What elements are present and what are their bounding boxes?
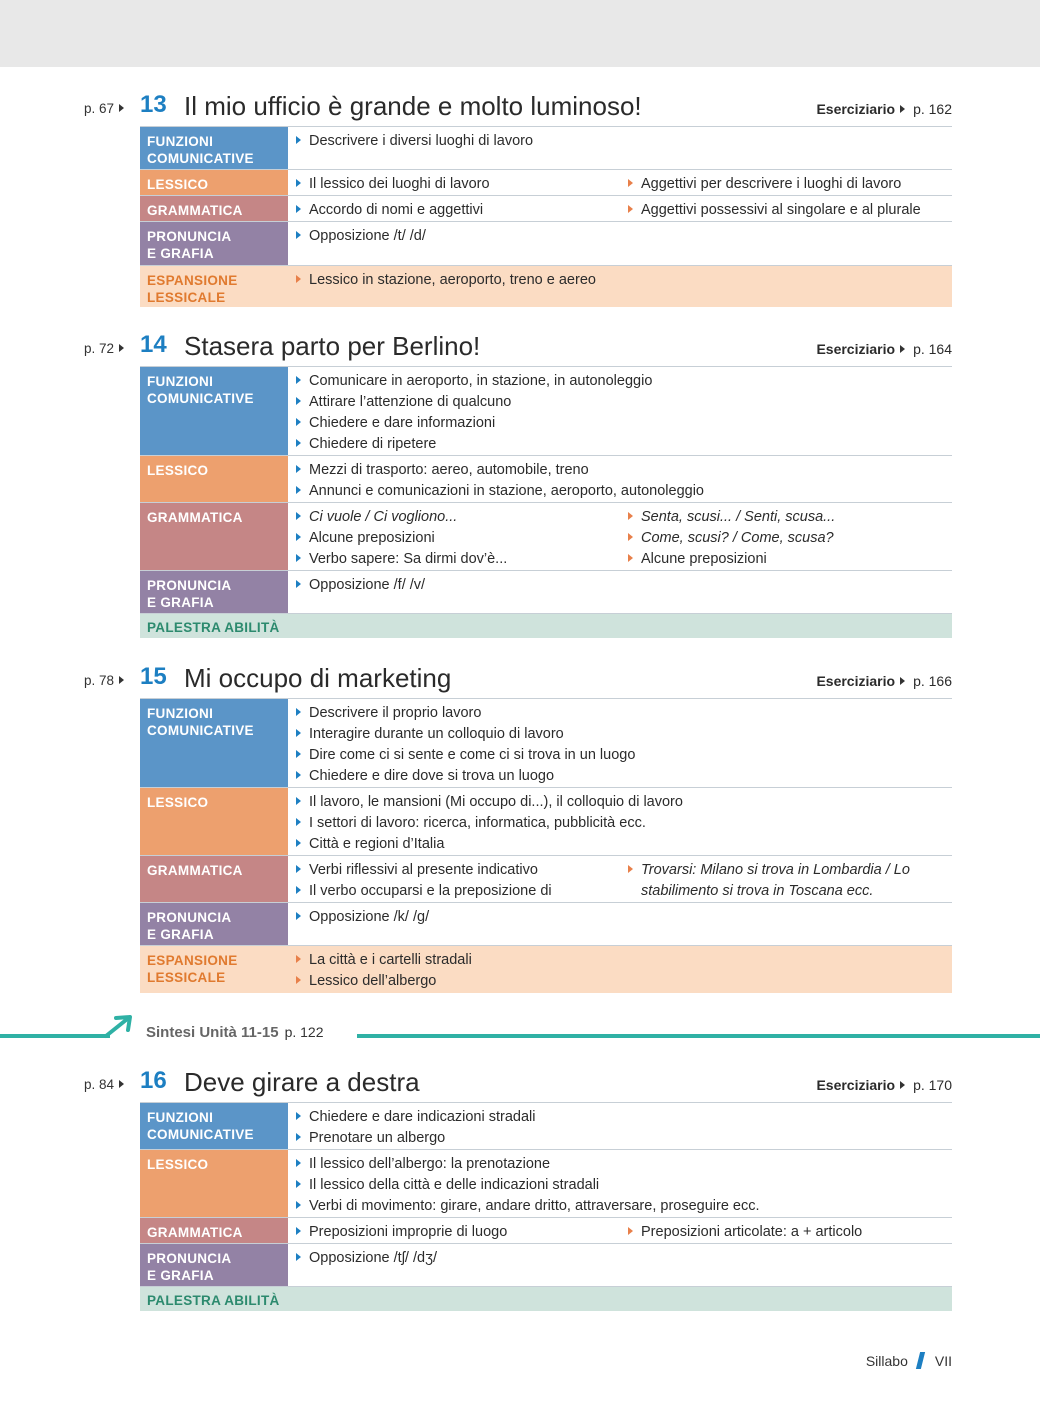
row-label: PRONUNCIA E GRAFIA [140,1244,288,1286]
unit-number: 14 [140,331,167,358]
syllabus-table [140,366,952,638]
arrow-up-right-icon [104,1014,136,1040]
list-item: Aggettivi per descrivere i luoghi di lavoro [628,174,901,195]
list-item: Interagire durante un colloquio di lavoro [296,724,635,745]
bullet-arrow-icon [296,818,301,826]
row-grammatica [140,1217,952,1243]
unit-16 [0,1064,1040,1308]
row-grammatica [140,855,952,902]
page-ref: p. 78 [84,673,124,688]
page-number: VII [934,1353,952,1369]
row-pronuncia [140,221,952,265]
arrow-right-icon [900,677,905,685]
footer-label: Sillabo [865,1353,908,1369]
list-item: Opposizione /k/ /g/ [296,907,429,928]
bullet-arrow-icon [628,512,633,520]
row-label: PALESTRA ABILITÀ [147,620,280,635]
row-label: PRONUNCIA E GRAFIA [140,571,288,613]
bullet-arrow-icon [296,865,301,873]
row-label: GRAMMATICA [140,1218,288,1243]
row-label: GRAMMATICA [140,503,288,570]
list-item: Verbi riflessivi al presente indicativo [296,860,552,881]
list-item: Dire come ci si sente e come ci si trova in un luogo [296,745,635,766]
row-lessico [140,787,952,855]
list-item: Il lavoro, le mansioni (Mi occupo di...), il colloquio di lavoro [296,792,683,813]
row-label: ESPANSIONE LESSICALE [147,273,238,305]
bullet-arrow-icon [296,1253,301,1261]
eserciziario-ref: Eserciziario p. 166 [816,673,952,689]
row-pronuncia [140,570,952,613]
bullet-arrow-icon [296,376,301,384]
row-pronuncia [140,902,952,945]
row-funzioni [140,126,952,169]
bullet-arrow-icon [296,179,301,187]
page-ref: p. 67 [84,101,124,116]
bullet-arrow-icon [296,1133,301,1141]
row-label: LESSICO [140,1150,288,1217]
row-label: PRONUNCIA E GRAFIA [140,222,288,265]
unit-title: Deve girare a destra [184,1067,420,1097]
sintesi-bar [0,1008,1040,1048]
list-item: La città e i cartelli stradali [296,950,472,971]
list-item: Preposizioni improprie di luogo [296,1222,507,1243]
bullet-arrow-icon [296,418,301,426]
list-item: Accordo di nomi e aggettivi [296,200,483,221]
bullet-arrow-icon [296,797,301,805]
bullet-arrow-icon [296,439,301,447]
row-label: PRONUNCIA E GRAFIA [140,903,288,945]
row-grammatica [140,195,952,221]
bullet-arrow-icon [296,1180,301,1188]
unit-title: Il mio ufficio è grande e molto luminoso! [184,91,642,121]
bullet-arrow-icon [296,231,301,239]
bullet-arrow-icon [296,397,301,405]
bullet-arrow-icon [296,1201,301,1209]
divider-line [357,1034,1040,1038]
list-item: Lessico dell’albergo [296,971,472,992]
list-item: stabilimento si trova in Toscana ecc. [641,883,874,899]
bullet-arrow-icon [628,554,633,562]
arrow-right-icon [119,1080,124,1088]
arrow-right-icon [900,345,905,353]
bullet-arrow-icon [296,708,301,716]
syllabus-table [140,126,952,307]
row-grammatica [140,502,952,570]
list-item: Verbi di movimento: girare, andare dritto, attraversare, proseguire ecc. [296,1196,760,1217]
bullet-arrow-icon [296,886,301,894]
bullet-arrow-icon [296,136,301,144]
row-label: LESSICO [140,456,288,502]
list-item: Chiedere e dire dove si trova un luogo [296,766,635,787]
list-item: Opposizione /f/ /v/ [296,575,425,596]
unit-13 [0,88,1040,305]
list-item: Trovarsi: Milano si trova in Lombardia / Lo [628,860,910,881]
bullet-arrow-icon [296,486,301,494]
arrow-right-icon [119,676,124,684]
unit-number: 13 [140,91,167,118]
unit-header [0,660,1040,696]
row-pronuncia [140,1243,952,1286]
list-item: Chiedere di ripetere [296,434,652,455]
list-item: Opposizione /t/ /d/ [296,226,426,247]
row-lessico [140,169,952,195]
list-item: Alcune preposizioni [296,528,507,549]
eserciziario-ref: Eserciziario p. 162 [816,101,952,117]
unit-15 [0,660,1040,989]
row-funzioni [140,1102,952,1149]
list-item: Lessico in stazione, aeroporto, treno e aereo [296,270,596,291]
list-item: Descrivere i diversi luoghi di lavoro [296,131,533,152]
bullet-arrow-icon [296,976,301,984]
unit-title: Stasera parto per Berlino! [184,331,481,361]
list-item: Attirare l’attenzione di qualcuno [296,392,652,413]
list-item: I settori di lavoro: ricerca, informatica, pubblicità ecc. [296,813,683,834]
bullet-arrow-icon [296,912,301,920]
list-item: Il verbo occuparsi e la preposizione di [296,881,552,902]
list-item: Il lessico dei luoghi di lavoro [296,174,490,195]
bullet-arrow-icon [296,275,301,283]
syllabus-table [140,1102,952,1311]
row-funzioni [140,366,952,455]
list-item: Alcune preposizioni [628,549,835,570]
bullet-arrow-icon [296,533,301,541]
slash-divider-icon [916,1352,925,1369]
list-item: Preposizioni articolate: a + articolo [628,1222,862,1243]
unit-number: 15 [140,663,167,690]
bullet-arrow-icon [296,955,301,963]
row-label: GRAMMATICA [140,856,288,902]
bullet-arrow-icon [628,179,633,187]
row-label: GRAMMATICA [140,196,288,221]
bullet-arrow-icon [296,839,301,847]
list-item: Chiedere e dare informazioni [296,413,652,434]
bullet-arrow-icon [296,1159,301,1167]
row-label: ESPANSIONE LESSICALE [147,953,238,985]
row-label: FUNZIONI COMUNICATIVE [140,367,288,455]
list-item: Senta, scusi... / Senti, scusa... [628,507,835,528]
row-label: LESSICO [140,788,288,855]
bullet-arrow-icon [296,771,301,779]
row-label: FUNZIONI COMUNICATIVE [140,699,288,787]
row-label: FUNZIONI COMUNICATIVE [140,1103,288,1149]
bullet-arrow-icon [296,465,301,473]
row-label: PALESTRA ABILITÀ [147,1293,280,1308]
list-item: Prenotare un albergo [296,1128,536,1149]
bullet-arrow-icon [628,1227,633,1235]
row-espansione [140,265,952,307]
bullet-arrow-icon [296,1112,301,1120]
list-item: Il lessico della città e delle indicazioni stradali [296,1175,760,1196]
row-label: LESSICO [140,170,288,195]
unit-number: 16 [140,1067,167,1094]
page-footer [866,1352,952,1369]
unit-title: Mi occupo di marketing [184,663,452,693]
list-item: Aggettivi possessivi al singolare e al plurale [628,200,921,221]
bullet-arrow-icon [628,533,633,541]
bullet-arrow-icon [296,1227,301,1235]
row-espansione [140,945,952,993]
list-item: Come, scusi? / Come, scusa? [628,528,835,549]
arrow-right-icon [119,344,124,352]
syllabus-table [140,698,952,993]
list-item: Comunicare in aeroporto, in stazione, in autonoleggio [296,371,652,392]
list-item: Annunci e comunicazioni in stazione, aeroporto, autonoleggio [296,481,704,502]
unit-header [0,1064,1040,1100]
unit-header [0,88,1040,124]
row-lessico [140,455,952,502]
page-ref: p. 72 [84,341,124,356]
unit-header [0,328,1040,364]
page-ref: p. 84 [84,1077,124,1092]
list-item: Mezzi di trasporto: aereo, automobile, treno [296,460,704,481]
list-item: Città e regioni d’Italia [296,834,683,855]
bullet-arrow-icon [628,205,633,213]
bullet-arrow-icon [628,865,633,873]
list-item: Opposizione /tʃ/ /dʒ/ [296,1248,437,1269]
arrow-right-icon [900,1081,905,1089]
bullet-arrow-icon [296,750,301,758]
row-lessico [140,1149,952,1217]
row-palestra [140,613,952,638]
eserciziario-ref: Eserciziario p. 170 [816,1077,952,1093]
list-item: Verbo sapere: Sa dirmi dov’è... [296,549,507,570]
unit-14 [0,328,1040,635]
eserciziario-ref: Eserciziario p. 164 [816,341,952,357]
bullet-arrow-icon [296,580,301,588]
sintesi-link[interactable]: Sintesi Unità 11-15 p. 122 [146,1024,324,1041]
top-bar [0,0,1040,67]
divider-line [0,1034,110,1038]
bullet-arrow-icon [296,729,301,737]
list-item: Il lessico dell’albergo: la prenotazione [296,1154,760,1175]
row-palestra [140,1286,952,1311]
bullet-arrow-icon [296,205,301,213]
row-label: FUNZIONI COMUNICATIVE [140,127,288,169]
list-item: Descrivere il proprio lavoro [296,703,635,724]
list-item: Chiedere e dare indicazioni stradali [296,1107,536,1128]
row-funzioni [140,698,952,787]
list-item: Ci vuole / Ci vogliono... [296,507,507,528]
bullet-arrow-icon [296,554,301,562]
bullet-arrow-icon [296,512,301,520]
arrow-right-icon [119,104,124,112]
arrow-right-icon [900,105,905,113]
